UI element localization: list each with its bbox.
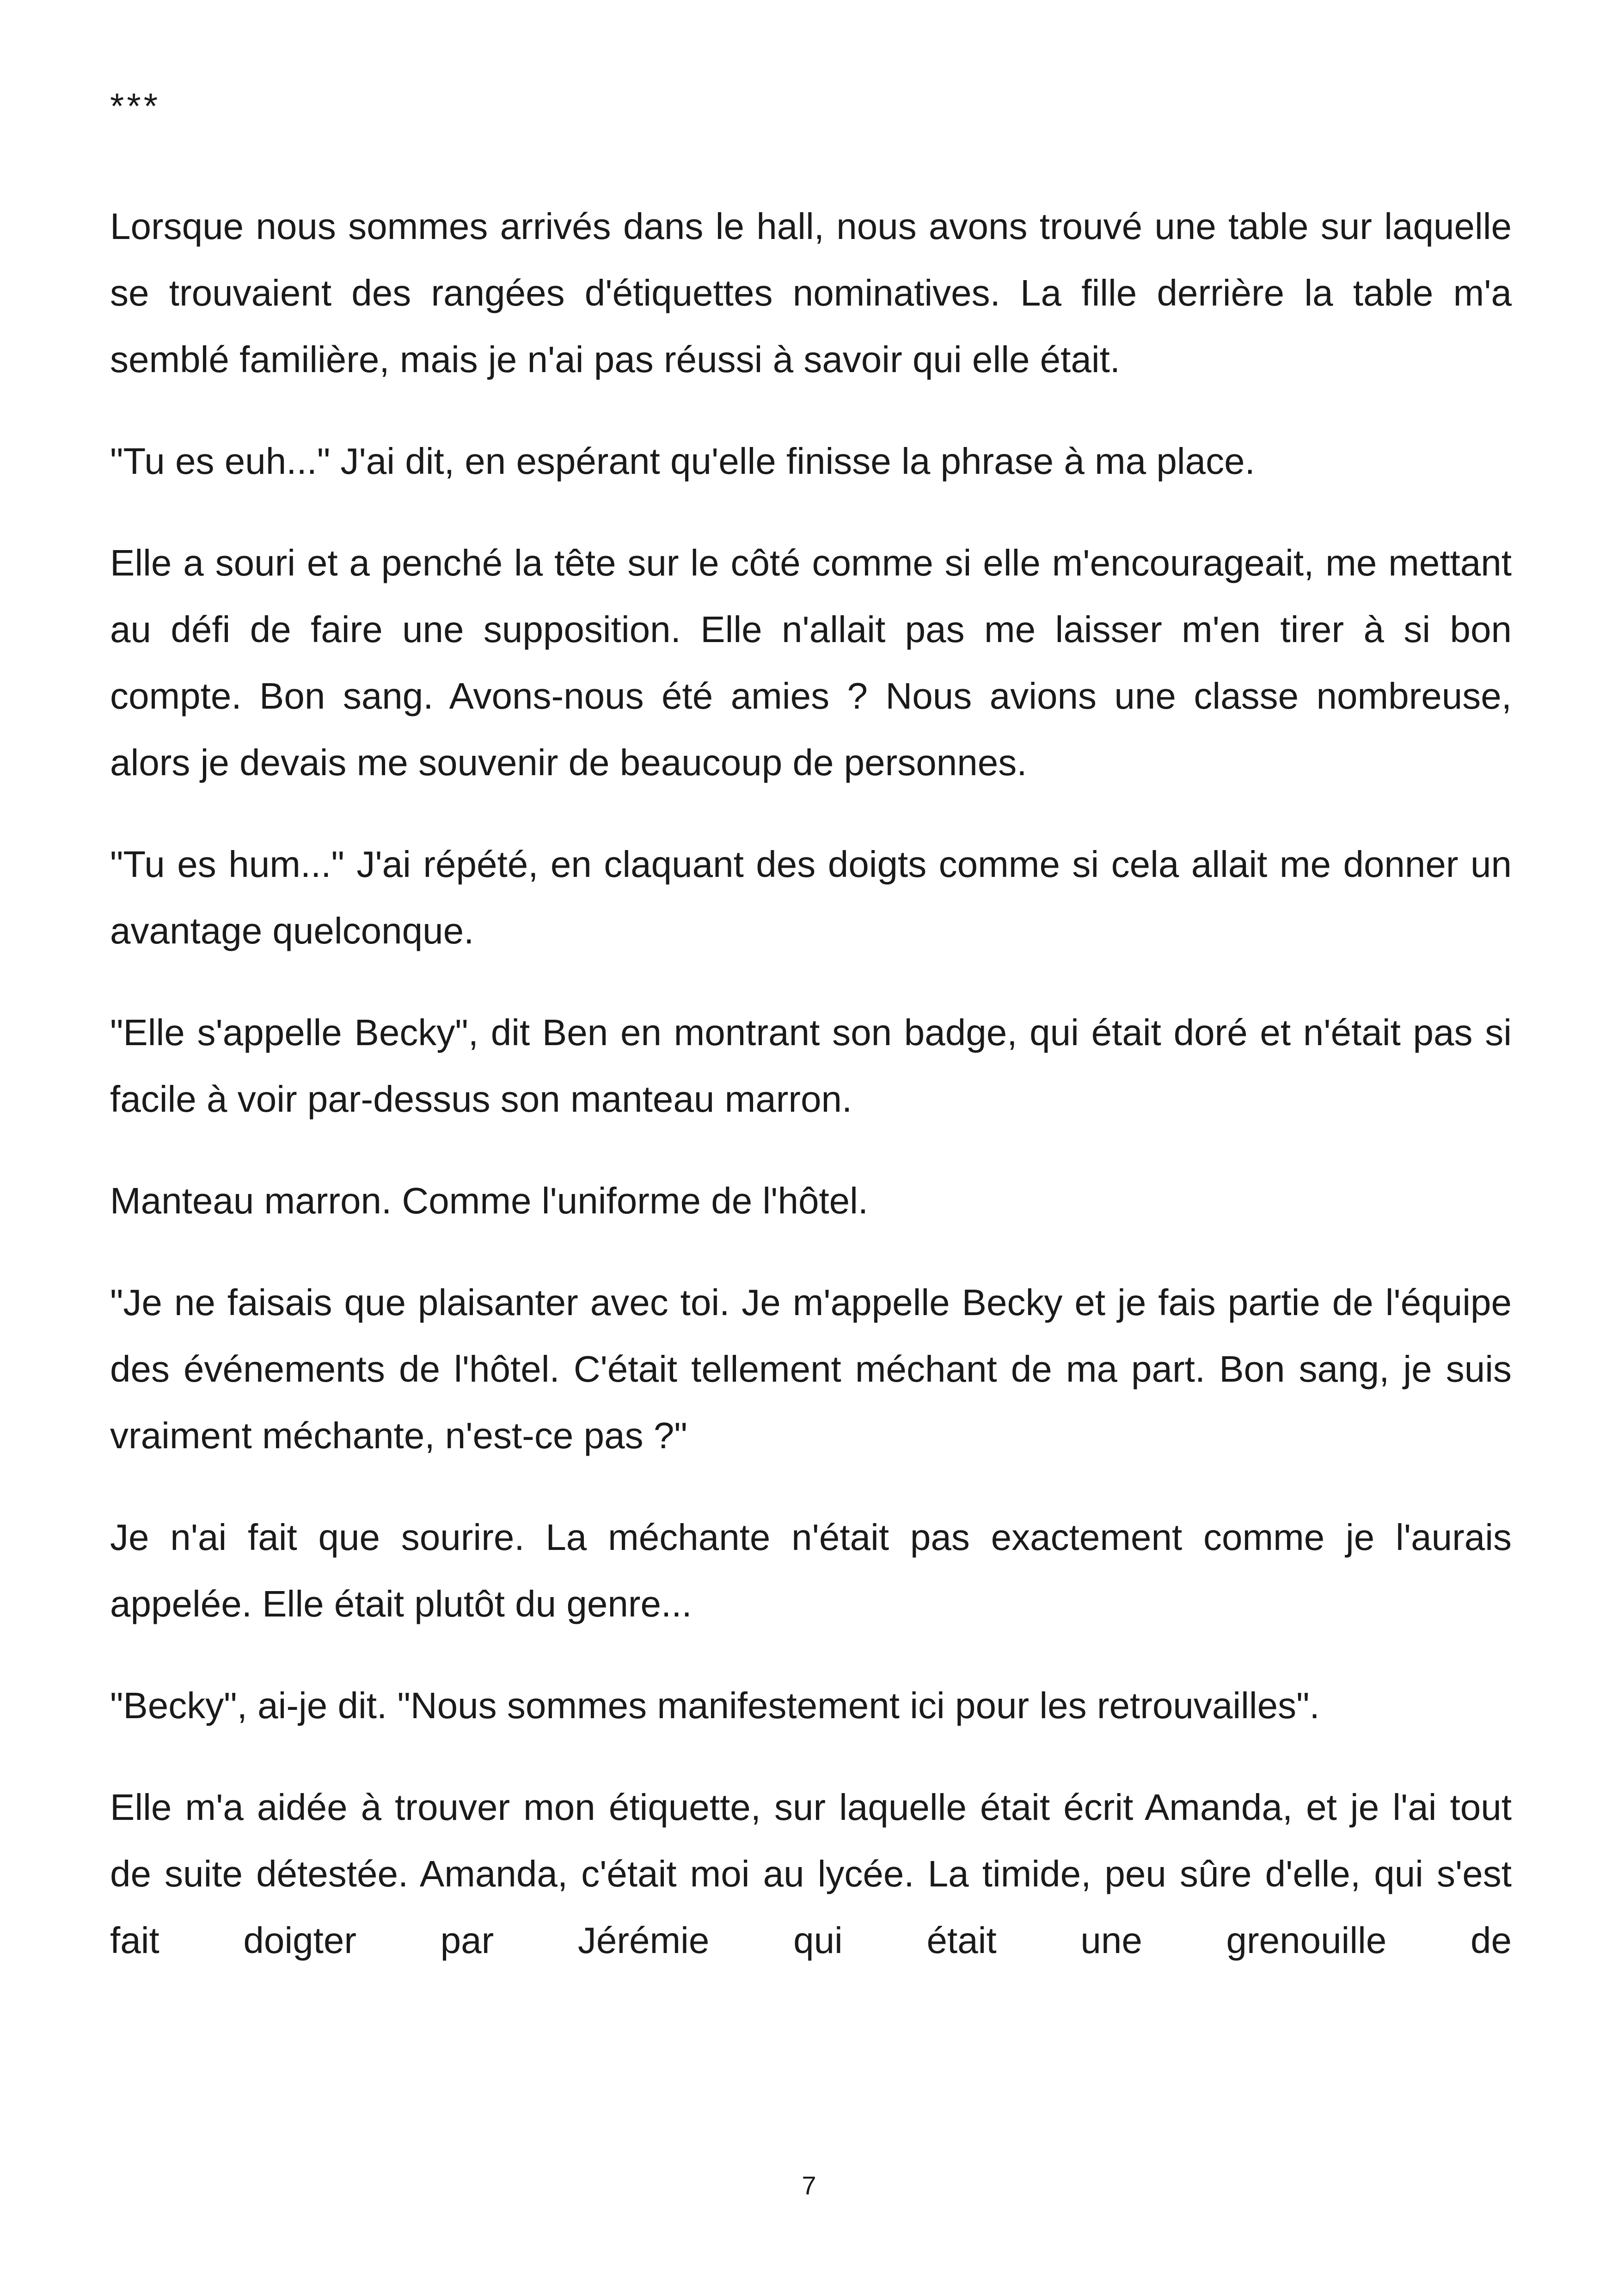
paragraph: Lorsque nous sommes arrivés dans le hall, nous avons trouvé une table sur laquelle se trouvaient des rangées d'étiquettes nominatives. La fille derrière la table m'a semblé familière, mais je n'ai pas réussi à savoir qui elle était. [110,206,1512,380]
paragraph: "Becky", ai-je dit. "Nous sommes manifestement ici pour les retrouvailles". [110,1685,1320,1726]
page-number: 7 [802,2171,816,2200]
paragraph: Elle a souri et a penché la tête sur le côté comme si elle m'encourageait, me mettant au défi de faire une supposition. Elle n'allait pas me laisser m'en tirer à si bon compte. Bon sang. Avons-nous été amies ? Nous avions une classe nombreuse, alors je devais me souvenir de beaucoup de personnes. [110,542,1512,783]
paragraph: Manteau marron. Comme l'uniforme de l'hôtel. [110,1180,869,1221]
paragraph: Je n'ai fait que sourire. La méchante n'était pas exactement comme je l'aurais appelée. Elle était plutôt du genre... [110,1517,1512,1624]
paragraph: "Elle s'appelle Becky", dit Ben en montrant son badge, qui était doré et n'était pas si facile à voir par-dessus son manteau marron. [110,1012,1512,1120]
paragraph: "Je ne faisais que plaisanter avec toi. Je m'appelle Becky et je fais partie de l'équipe des événements de l'hôtel. C'était tellement méchant de ma part. Bon sang, je suis vraiment méchante, n'est-ce pas ?" [110,1282,1512,1456]
paragraph-continued: Elle m'a aidée à trouver mon étiquette, sur laquelle était écrit Amanda, et je l'ai tout de suite détestée. Amanda, c'était moi au lycée. La timide, peu sûre d'elle, qui s'est fait doigter par Jérémie qui était une grenouille de [110,1787,1512,1961]
paragraph: "Tu es hum..." J'ai répété, en claquant des doigts comme si cela allait me donner un avantage quelconque. [110,844,1512,951]
document-page [110,74,1512,2154]
paragraph: "Tu es euh..." J'ai dit, en espérant qu'elle finisse la phrase à ma place. [110,441,1255,482]
section-separator: *** [110,86,161,126]
